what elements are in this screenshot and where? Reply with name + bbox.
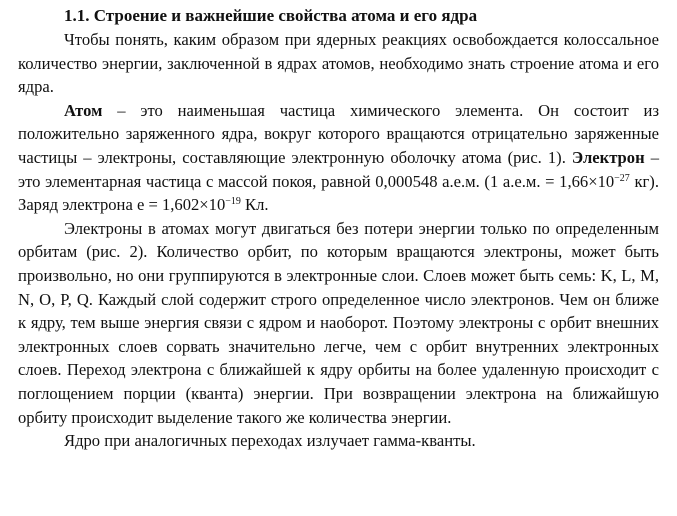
paragraph-electron-shells: Электроны в атомах могут двигаться без потери энергии только по определенным орбитам (рис. 2). Количество орбит, по которым вращаются электроны, может быть произвольно, но они группируются в электронные слои. Слоев может быть семь: K, L, M, N, O, P, Q. Каждый слой содержит строго определенное число электронов. Чем он ближе к ядру, тем выше энергия связи с ядром и наоборот. Поэтому электроны с орбит внешних электронных слоев сорвать значительно легче, чем с орбит внутренних электронных слоев. Переход электрона с ближайшей к ядру орбиты на более удаленную происходит с поглощением порции (кванта) энергии. При возвращении электрона на ближайшую орбиту происходит выделение такого же количества энергии. <box>18 218 659 427</box>
document-page <box>18 4 659 453</box>
paragraph-atom-definition <box>18 99 659 217</box>
paragraph-nucleus: Ядро при аналогичных переходах излучает гамма-кванты. <box>64 431 476 451</box>
section-heading: 1.1. Строение и важнейшие свойства атома и его ядра <box>64 6 478 25</box>
electron-mass-text: – это элементарная частица с массой покоя, равной 0,000548 а.е.м. (1 а.е.м. = 1,66×10 <box>18 147 659 191</box>
atom-definition-text: – это наименьшая частица химического элемента. Он состоит из положительно заряженного ядра, вокруг которого вращаются отрицательно заряженные частицы – электроны, составляющие электронную оболочку атома (рис. 1). <box>18 100 659 167</box>
mass-exponent: −27 <box>614 172 630 184</box>
paragraph-intro: Чтобы понять, каким образом при ядерных реакциях освобождается колоссальное количество энергии, заключенной в ядрах атомов, необходимо знать строение атома и его ядра. <box>18 30 659 97</box>
charge-exponent: −19 <box>225 196 241 208</box>
term-electron: Электрон <box>571 147 645 167</box>
charge-unit-text: Кл. <box>240 195 269 215</box>
term-atom: Атом <box>64 100 103 120</box>
electron-charge-text: кг). Заряд электрона е = 1,602×10 <box>18 171 659 215</box>
